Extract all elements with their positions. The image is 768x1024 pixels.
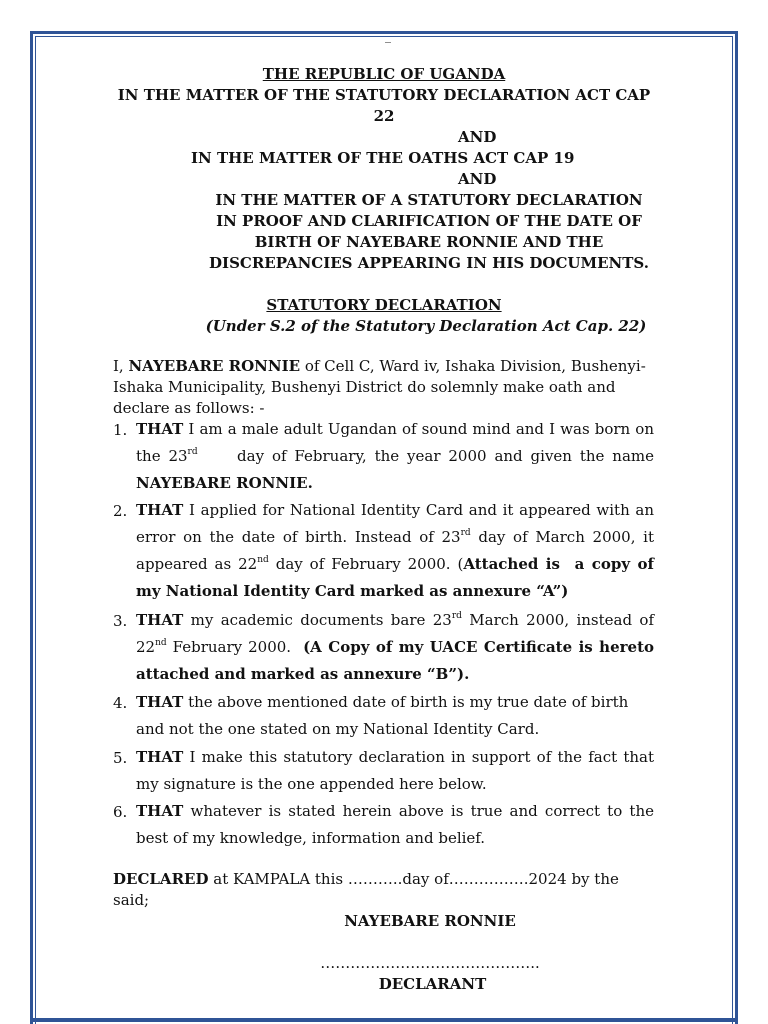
item-that: THAT bbox=[136, 802, 184, 820]
republic-heading: THE REPUBLIC OF UGANDA bbox=[262, 65, 506, 83]
declarant-name-inline: NAYEBARE RONNIE bbox=[128, 357, 301, 375]
list-item bbox=[136, 689, 654, 743]
list-item bbox=[136, 744, 654, 798]
item-superscript: nd bbox=[155, 638, 167, 648]
item-text: day of March 2000, it appeared as 22 bbox=[136, 528, 654, 573]
item-text: I applied for National Identity Card and it appeared with an error on the date of birth. Instead of 23 bbox=[136, 501, 654, 546]
matter-line-2: IN THE MATTER OF THE OATHS ACT CAP 19 bbox=[191, 149, 575, 167]
matter-line-3b: IN PROOF AND CLARIFICATION OF THE DATE OF bbox=[216, 212, 642, 230]
intro-paragraph bbox=[113, 356, 655, 419]
item-text: day of February 2000. ( bbox=[268, 555, 464, 573]
declared-paragraph bbox=[113, 869, 655, 911]
item-text: March 2000, instead of 22 bbox=[136, 611, 654, 656]
item-that: THAT bbox=[136, 748, 184, 766]
matter-line-1: IN THE MATTER OF THE STATUTORY DECLARATION ACT CAP bbox=[117, 86, 651, 104]
item-that: THAT bbox=[136, 420, 184, 438]
matter-line-3a: IN THE MATTER OF A STATUTORY DECLARATION bbox=[215, 191, 643, 209]
item-superscript: rd bbox=[187, 447, 198, 457]
item-number: 3. bbox=[113, 612, 128, 630]
item-number: 1. bbox=[113, 421, 128, 439]
list-item bbox=[136, 497, 660, 605]
item-text: whatever is stated herein above is true and correct to the best of my knowledge, information and belief. bbox=[136, 802, 654, 847]
matter-line-3c: BIRTH OF NAYEBARE RONNIE AND THE bbox=[254, 233, 604, 251]
item-bold-text: (A Copy of my UACE Certificate is hereto attached and marked as annexure “B”). bbox=[136, 638, 655, 683]
item-text: the above mentioned date of birth is my true date of birth and not the one stated on my National Identity Card. bbox=[136, 693, 629, 738]
item-text: I am a male adult Ugandan of sound mind and I was born on the 23 bbox=[136, 420, 654, 465]
item-text: I make this statutory declaration in support of the fact that my signature is the one appended here below. bbox=[136, 748, 654, 793]
item-number: 5. bbox=[113, 749, 128, 767]
item-bold-text: NAYEBARE RONNIE. bbox=[136, 474, 313, 492]
list-item bbox=[136, 607, 654, 688]
item-that: THAT bbox=[136, 501, 184, 519]
matter-line-3d: DISCREPANCIES APPEARING IN HIS DOCUMENTS. bbox=[209, 254, 649, 272]
declaration-title: STATUTORY DECLARATION bbox=[266, 296, 502, 314]
matter-line-1-cont: 22 bbox=[373, 107, 395, 125]
item-number: 6. bbox=[113, 803, 128, 821]
signature-line: …………………………………….. bbox=[320, 954, 540, 972]
item-superscript: rd bbox=[451, 611, 462, 621]
item-that: THAT bbox=[136, 693, 184, 711]
item-superscript: nd bbox=[257, 555, 269, 565]
item-number: 2. bbox=[113, 502, 128, 520]
item-text: day of February, the year 2000 and given the name bbox=[197, 447, 659, 465]
list-item bbox=[136, 798, 654, 852]
item-superscript: rd bbox=[460, 528, 471, 538]
list-item bbox=[136, 416, 659, 497]
item-bold-text: Attached is a copy of my National Identity Card marked as annexure “A”) bbox=[136, 555, 660, 600]
declarant-label: DECLARANT bbox=[378, 975, 487, 993]
and-line-2: AND bbox=[458, 170, 497, 188]
item-that: THAT bbox=[136, 611, 184, 629]
page-border-bottom bbox=[30, 1018, 738, 1022]
intro-rest: of Cell C, Ward iv, Ishaka Division, Bushenyi-Ishaka Municipality, Bushenyi District do solemnly make oath and declare as follows: - bbox=[113, 357, 646, 417]
top-mark: _ bbox=[385, 29, 391, 43]
item-number: 4. bbox=[113, 694, 128, 712]
item-text: my academic documents bare 23 bbox=[183, 611, 452, 629]
declared-word: DECLARED bbox=[113, 870, 209, 888]
item-text: February 2000. bbox=[166, 638, 304, 656]
declared-rest: at KAMPALA this ………..day of…………….2024 by the said; bbox=[113, 870, 619, 909]
and-line-1: AND bbox=[458, 128, 497, 146]
declaration-subtitle: (Under S.2 of the Statutory Declaration Act Cap. 22) bbox=[205, 317, 647, 335]
intro-prefix: I, bbox=[113, 357, 129, 375]
declarant-name: NAYEBARE RONNIE bbox=[344, 912, 516, 930]
